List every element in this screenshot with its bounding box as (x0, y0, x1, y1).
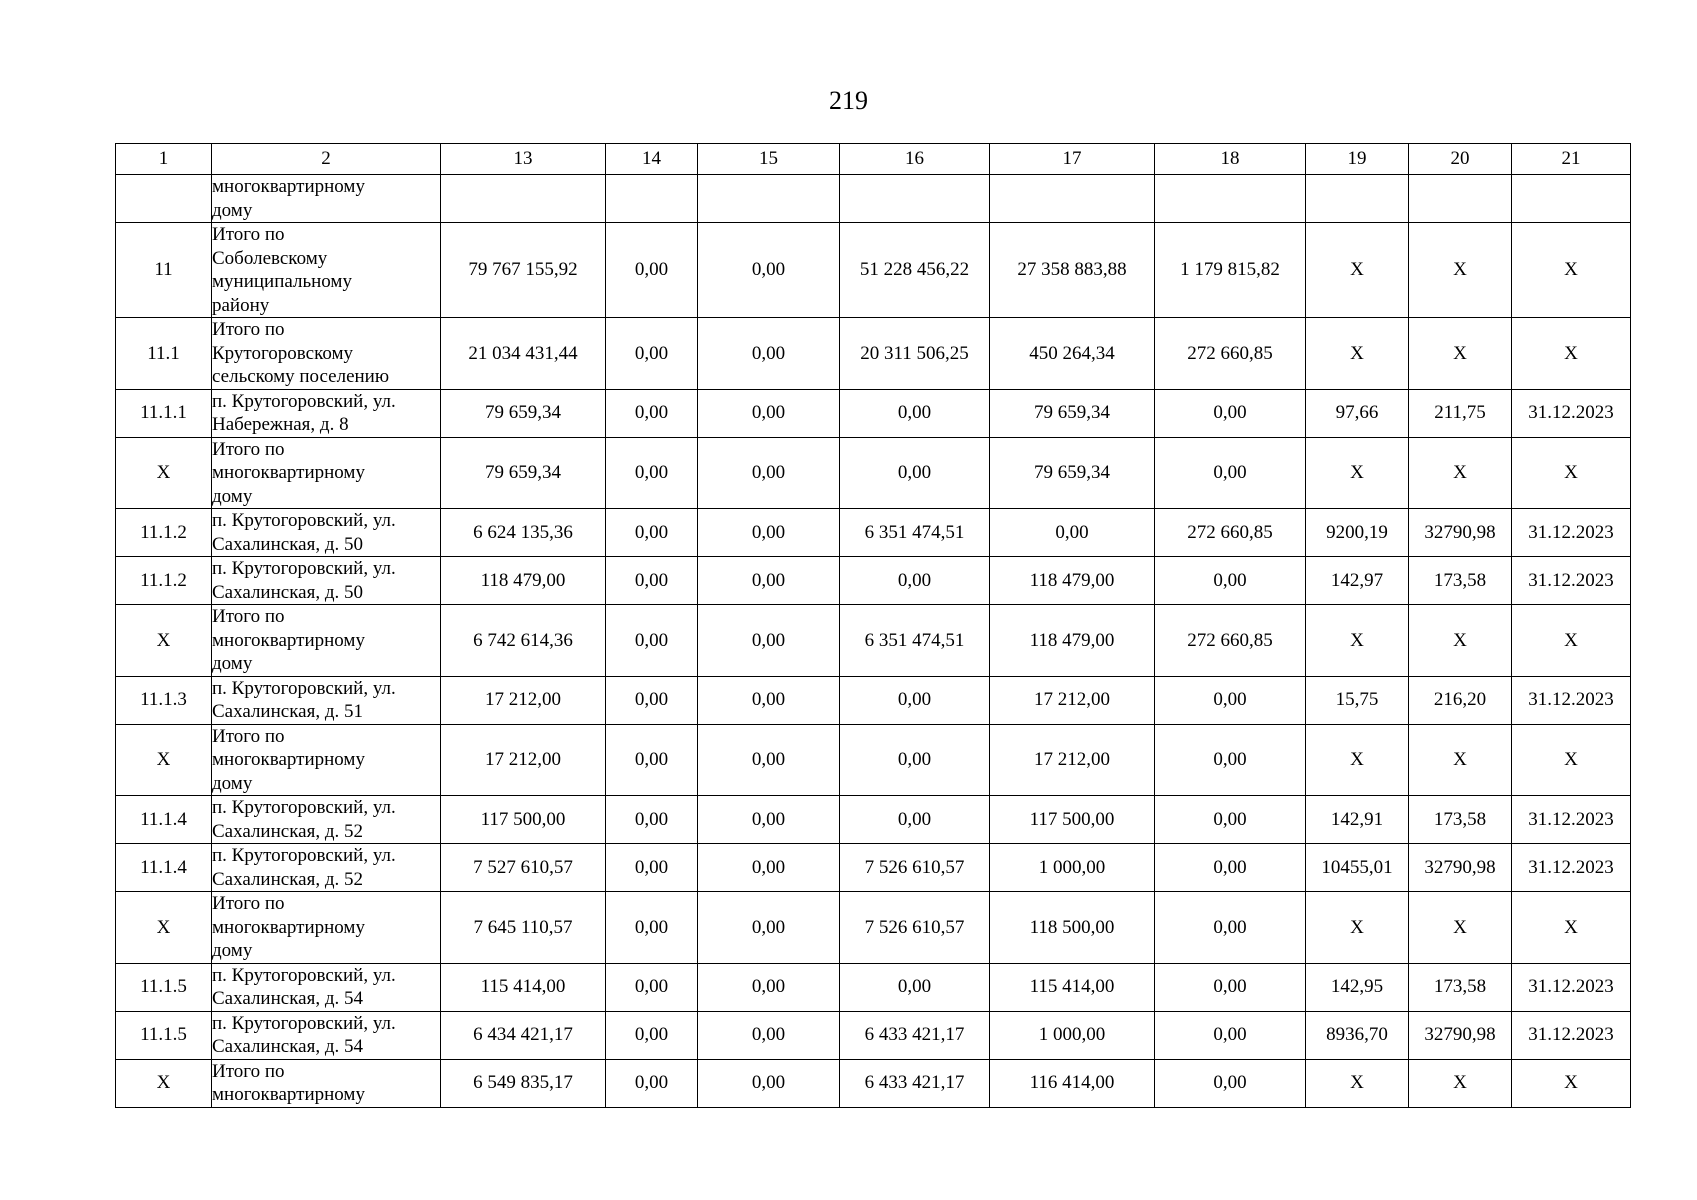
row-name-cell: п. Крутогоровский, ул. Сахалинская, д. 52 (212, 844, 441, 892)
table-cell: 15,75 (1306, 676, 1409, 724)
table-cell: 6 624 135,36 (441, 509, 606, 557)
table-row (116, 892, 1631, 964)
table-cell: 0,00 (698, 892, 840, 964)
table-cell: 0,00 (606, 605, 698, 677)
table-row (116, 796, 1631, 844)
table-row (116, 724, 1631, 796)
table-cell: 79 659,34 (441, 389, 606, 437)
row-number-cell: 11.1.5 (116, 1011, 212, 1059)
table-cell: X (1306, 437, 1409, 509)
page-number: 219 (829, 86, 868, 115)
table-cell: 51 228 456,22 (840, 223, 990, 318)
table-cell: 0,00 (1155, 1011, 1306, 1059)
table-cell: 31.12.2023 (1512, 844, 1631, 892)
column-header: 1 (116, 144, 212, 175)
table-cell: 0,00 (1155, 1059, 1306, 1107)
table-cell: 0,00 (840, 676, 990, 724)
table-cell: 0,00 (840, 724, 990, 796)
table-cell (990, 175, 1155, 223)
table-row (116, 1011, 1631, 1059)
table-cell: 0,00 (698, 676, 840, 724)
table-cell: 0,00 (698, 509, 840, 557)
table-cell: 17 212,00 (441, 724, 606, 796)
table-cell (441, 175, 606, 223)
row-name-cell: многоквартирному дому (212, 175, 441, 223)
table-cell: 9200,19 (1306, 509, 1409, 557)
table-row (116, 605, 1631, 677)
table-cell: 117 500,00 (990, 796, 1155, 844)
row-number-cell: 11.1.3 (116, 676, 212, 724)
row-name-cell: Итого по многоквартирному дому (212, 605, 441, 677)
table-header-row (116, 144, 1631, 175)
table-cell: 7 526 610,57 (840, 892, 990, 964)
table-cell: 6 351 474,51 (840, 605, 990, 677)
table-cell: 0,00 (698, 437, 840, 509)
table-cell: X (1409, 892, 1512, 964)
table-cell: 31.12.2023 (1512, 796, 1631, 844)
row-name-cell: Итого по Соболевскому муниципальному району (212, 223, 441, 318)
table-cell: 173,58 (1409, 963, 1512, 1011)
table-cell: 0,00 (840, 437, 990, 509)
table-cell: 31.12.2023 (1512, 509, 1631, 557)
table-cell: 97,66 (1306, 389, 1409, 437)
table-cell: 173,58 (1409, 796, 1512, 844)
table-cell: 0,00 (606, 437, 698, 509)
column-header: 13 (441, 144, 606, 175)
table-cell: 173,58 (1409, 557, 1512, 605)
row-number-cell: X (116, 892, 212, 964)
table-cell: X (1409, 605, 1512, 677)
table-cell: 0,00 (1155, 892, 1306, 964)
table-cell: 0,00 (1155, 796, 1306, 844)
table-cell: 272 660,85 (1155, 509, 1306, 557)
table-cell: 1 179 815,82 (1155, 223, 1306, 318)
table-cell: 6 433 421,17 (840, 1011, 990, 1059)
table-cell: 20 311 506,25 (840, 318, 990, 390)
column-header: 15 (698, 144, 840, 175)
column-header: 16 (840, 144, 990, 175)
row-name-cell: Итого по многоквартирному дому (212, 724, 441, 796)
table-cell: 32790,98 (1409, 844, 1512, 892)
table-cell (1512, 175, 1631, 223)
table-row (116, 676, 1631, 724)
table-cell: 17 212,00 (990, 676, 1155, 724)
table-cell: 0,00 (840, 963, 990, 1011)
row-number-cell: X (116, 437, 212, 509)
table-cell: X (1512, 724, 1631, 796)
table-row (116, 509, 1631, 557)
table-row (116, 557, 1631, 605)
table-cell: X (1409, 223, 1512, 318)
table-cell (1409, 175, 1512, 223)
table-row (116, 175, 1631, 223)
table-cell: 0,00 (840, 796, 990, 844)
table-cell: 6 351 474,51 (840, 509, 990, 557)
column-header: 17 (990, 144, 1155, 175)
table-cell: X (1409, 318, 1512, 390)
table-cell (1306, 175, 1409, 223)
table-row (116, 844, 1631, 892)
table-cell: 117 500,00 (441, 796, 606, 844)
table-cell: 0,00 (698, 223, 840, 318)
row-name-cell: Итого по многоквартирному (212, 1059, 441, 1107)
column-header: 20 (1409, 144, 1512, 175)
row-name-cell: Итого по многоквартирному дому (212, 437, 441, 509)
table-cell: 0,00 (1155, 676, 1306, 724)
table-cell (606, 175, 698, 223)
table-cell: X (1512, 318, 1631, 390)
table-cell: 118 479,00 (990, 605, 1155, 677)
table-cell: 142,91 (1306, 796, 1409, 844)
table-cell: 0,00 (990, 509, 1155, 557)
table-cell: 31.12.2023 (1512, 963, 1631, 1011)
table-body (116, 175, 1631, 1108)
table-cell: 27 358 883,88 (990, 223, 1155, 318)
table-cell: X (1306, 892, 1409, 964)
table-cell: X (1306, 223, 1409, 318)
row-name-cell: п. Крутогоровский, ул. Сахалинская, д. 50 (212, 557, 441, 605)
table-cell: 6 433 421,17 (840, 1059, 990, 1107)
row-name-cell: п. Крутогоровский, ул. Сахалинская, д. 52 (212, 796, 441, 844)
table-row (116, 1059, 1631, 1107)
table-cell: 0,00 (606, 318, 698, 390)
row-number-cell: 11.1.5 (116, 963, 212, 1011)
table-cell: 118 479,00 (441, 557, 606, 605)
table-cell: 0,00 (1155, 724, 1306, 796)
table-cell: 115 414,00 (441, 963, 606, 1011)
table-cell (840, 175, 990, 223)
table-cell: 10455,01 (1306, 844, 1409, 892)
row-name-cell: п. Крутогоровский, ул. Сахалинская, д. 51 (212, 676, 441, 724)
table-cell: 17 212,00 (441, 676, 606, 724)
table-cell: X (1512, 223, 1631, 318)
table-cell: 0,00 (840, 389, 990, 437)
table-cell: 0,00 (1155, 963, 1306, 1011)
table-cell: 216,20 (1409, 676, 1512, 724)
row-name-cell: п. Крутогоровский, ул. Сахалинская, д. 54 (212, 963, 441, 1011)
table-cell: 0,00 (606, 796, 698, 844)
table-cell: 0,00 (1155, 844, 1306, 892)
table-cell: 0,00 (606, 724, 698, 796)
data-table (115, 143, 1631, 1108)
table-cell: X (1512, 437, 1631, 509)
table-cell: 0,00 (698, 318, 840, 390)
row-number-cell: X (116, 1059, 212, 1107)
table-cell: 79 767 155,92 (441, 223, 606, 318)
table-cell: 0,00 (606, 1011, 698, 1059)
column-header: 21 (1512, 144, 1631, 175)
table-cell: 31.12.2023 (1512, 676, 1631, 724)
table-cell: 0,00 (698, 605, 840, 677)
row-name-cell: п. Крутогоровский, ул. Набережная, д. 8 (212, 389, 441, 437)
table-row (116, 963, 1631, 1011)
table-cell: 0,00 (698, 1059, 840, 1107)
table-cell: 0,00 (606, 557, 698, 605)
table-cell: X (1306, 318, 1409, 390)
table-cell: X (1306, 605, 1409, 677)
row-number-cell: 11.1.4 (116, 796, 212, 844)
table-cell: 142,97 (1306, 557, 1409, 605)
column-header: 14 (606, 144, 698, 175)
table-cell: 0,00 (698, 724, 840, 796)
table-cell: 118 500,00 (990, 892, 1155, 964)
table-cell: 272 660,85 (1155, 318, 1306, 390)
table-cell: 142,95 (1306, 963, 1409, 1011)
table-cell: 272 660,85 (1155, 605, 1306, 677)
row-number-cell: 11.1 (116, 318, 212, 390)
row-name-cell: п. Крутогоровский, ул. Сахалинская, д. 50 (212, 509, 441, 557)
row-name-cell: Итого по Крутогоровскому сельскому поселению (212, 318, 441, 390)
table-cell: 0,00 (606, 963, 698, 1011)
table-cell (698, 175, 840, 223)
table-cell: 31.12.2023 (1512, 1011, 1631, 1059)
table-cell: 79 659,34 (990, 389, 1155, 437)
table-cell: 450 264,34 (990, 318, 1155, 390)
table-cell: X (1306, 1059, 1409, 1107)
table-cell: 8936,70 (1306, 1011, 1409, 1059)
table-cell: 6 434 421,17 (441, 1011, 606, 1059)
column-header: 19 (1306, 144, 1409, 175)
table-cell: X (1409, 724, 1512, 796)
column-header: 2 (212, 144, 441, 175)
table-cell: 0,00 (606, 389, 698, 437)
table-cell: 7 645 110,57 (441, 892, 606, 964)
table-cell (1155, 175, 1306, 223)
table-cell: X (1512, 605, 1631, 677)
table-cell: 116 414,00 (990, 1059, 1155, 1107)
table-cell: 79 659,34 (441, 437, 606, 509)
row-number-cell: X (116, 724, 212, 796)
table-cell: 31.12.2023 (1512, 389, 1631, 437)
table-cell: 115 414,00 (990, 963, 1155, 1011)
table-row (116, 223, 1631, 318)
table-cell: 32790,98 (1409, 509, 1512, 557)
row-number-cell: 11.1.1 (116, 389, 212, 437)
table-cell: 0,00 (698, 389, 840, 437)
column-header: 18 (1155, 144, 1306, 175)
row-name-cell: Итого по многоквартирному дому (212, 892, 441, 964)
table-cell: 0,00 (606, 844, 698, 892)
table-cell: 0,00 (606, 509, 698, 557)
table-cell: X (1512, 1059, 1631, 1107)
table-cell: X (1306, 724, 1409, 796)
table-cell: 1 000,00 (990, 1011, 1155, 1059)
table-cell: 118 479,00 (990, 557, 1155, 605)
table-row (116, 318, 1631, 390)
row-number-cell: 11 (116, 223, 212, 318)
row-number-cell: 11.1.4 (116, 844, 212, 892)
table-cell: 0,00 (606, 892, 698, 964)
table-cell: 6 742 614,36 (441, 605, 606, 677)
table-cell: 32790,98 (1409, 1011, 1512, 1059)
table-cell: 0,00 (698, 796, 840, 844)
table-cell: 21 034 431,44 (441, 318, 606, 390)
table-cell: 0,00 (606, 676, 698, 724)
table-cell: 0,00 (698, 963, 840, 1011)
table-cell: 17 212,00 (990, 724, 1155, 796)
table-cell: 6 549 835,17 (441, 1059, 606, 1107)
table-cell: 0,00 (698, 557, 840, 605)
table-cell: 0,00 (606, 1059, 698, 1107)
table-cell: X (1409, 437, 1512, 509)
table-row (116, 437, 1631, 509)
row-name-cell: п. Крутогоровский, ул. Сахалинская, д. 54 (212, 1011, 441, 1059)
table-cell: 0,00 (1155, 437, 1306, 509)
table-cell: 0,00 (840, 557, 990, 605)
table-cell: 79 659,34 (990, 437, 1155, 509)
table-cell: 7 526 610,57 (840, 844, 990, 892)
table-cell: 0,00 (1155, 557, 1306, 605)
table-cell: X (1512, 892, 1631, 964)
table-cell: 7 527 610,57 (441, 844, 606, 892)
table-row (116, 389, 1631, 437)
row-number-cell: X (116, 605, 212, 677)
table-cell: 31.12.2023 (1512, 557, 1631, 605)
table-cell: X (1409, 1059, 1512, 1107)
row-number-cell (116, 175, 212, 223)
table-cell: 0,00 (1155, 389, 1306, 437)
row-number-cell: 11.1.2 (116, 509, 212, 557)
row-number-cell: 11.1.2 (116, 557, 212, 605)
table-cell: 1 000,00 (990, 844, 1155, 892)
table-cell: 0,00 (698, 1011, 840, 1059)
table-cell: 211,75 (1409, 389, 1512, 437)
table-cell: 0,00 (698, 844, 840, 892)
table-cell: 0,00 (606, 223, 698, 318)
